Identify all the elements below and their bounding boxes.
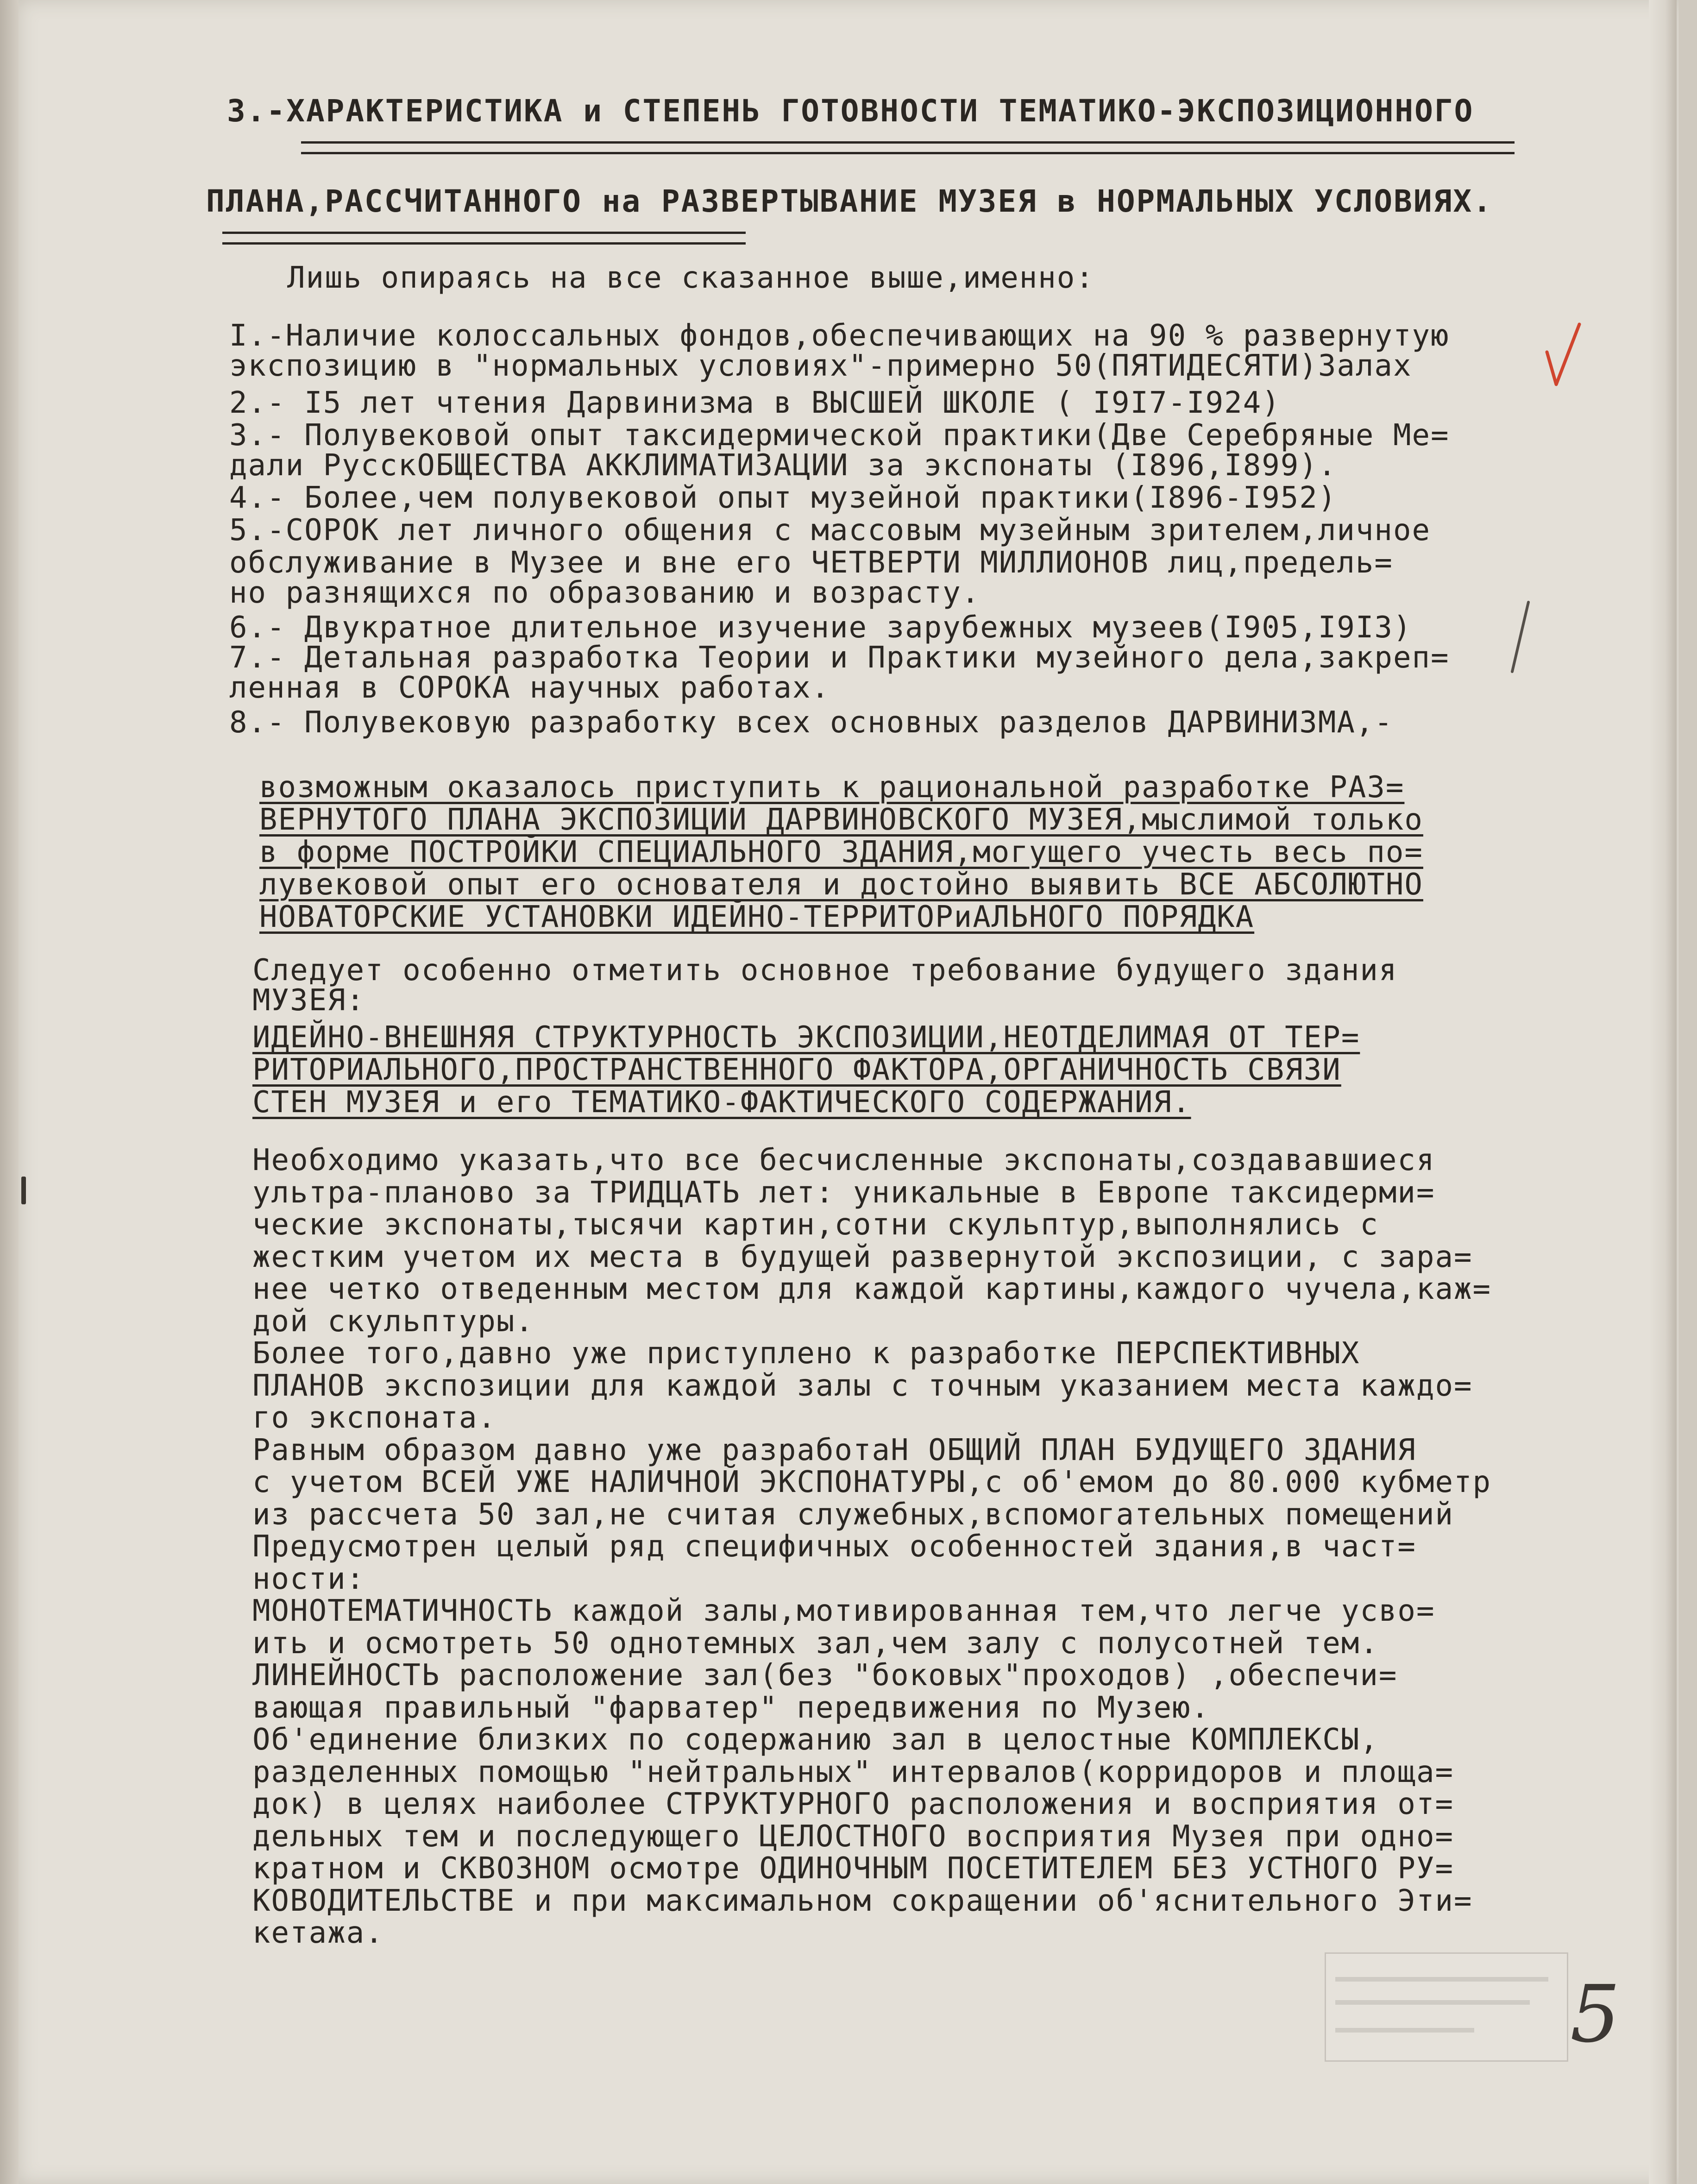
- body-line: кратном и СКВОЗНОМ осмотре ОДИНОЧНЫМ ПОСЕТИТЕЛЕМ БЕЗ УСТНОГО РУ=: [252, 1851, 1454, 1886]
- conclusion-line: ВЕРНУТОГО ПЛАНА ЭКСПОЗИЦИИ ДАРВИНОВСКОГО МУЗЕЯ,мыслимой только: [259, 803, 1423, 837]
- body-line: МОНОТЕМАТИЧНОСТЬ каждой залы,мотивированная тем,что легче усво=: [252, 1594, 1435, 1628]
- page-binding-edge: [0, 0, 19, 2184]
- conclusion-line: возможным оказалось приступить к рациональной разработке РАЗ=: [259, 770, 1405, 805]
- pencil-margin-mark: [1505, 598, 1533, 676]
- body-line: жестким учетом их места в будущей развернутой экспозиции, с зара=: [252, 1240, 1473, 1274]
- list-item-line: экспозицию в "нормальных условиях"-примерно 50(ПЯТИДЕСЯТИ)Залах: [229, 349, 1412, 383]
- conclusion-line: в форме ПОСТРОЙКИ СПЕЦИАЛЬНОГО ЗДАНИЯ,могущего учесть весь по=: [259, 835, 1423, 869]
- page-right-edge: [1649, 0, 1677, 2184]
- requirement-line: МУЗЕЯ:: [252, 983, 365, 1018]
- body-line: кетажа.: [252, 1916, 384, 1950]
- list-item-line: обслуживание в Музее и вне его ЧЕТВЕРТИ МИЛЛИОНОВ лиц,предель=: [229, 546, 1393, 580]
- body-line: Более того,давно уже приступлено к разработке ПЕРСПЕКТИВНЫХ: [252, 1336, 1360, 1371]
- body-line: КОВОДИТЕЛЬСТВЕ и при максимальном сокращении об'яснительного Эти=: [252, 1883, 1473, 1918]
- body-line: ультра-планово за ТРИДЦАТЬ лет: уникальные в Европе таксидерми=: [252, 1175, 1435, 1210]
- faded-archive-stamp: [1325, 1952, 1568, 2062]
- body-line: ить и осмотреть 50 однотемных зал,чем залу с полусотней тем.: [252, 1626, 1379, 1661]
- body-line: Равным образом давно уже разработаН ОБЩИЙ ПЛАН БУДУЩЕГО ЗДАНИЯ: [252, 1433, 1416, 1467]
- body-line: ческие экспонаты,тысячи картин,сотни скульптур,выполнялись с: [252, 1208, 1379, 1242]
- body-line: ПЛАНОВ экспозиции для каждой залы с точным указанием места каждо=: [252, 1368, 1473, 1403]
- body-line: вающая правильный "фарватер" передвижения по Музею.: [252, 1690, 1210, 1725]
- body-line: с учетом ВСЕЙ УЖЕ НАЛИЧНОЙ ЭКСПОНАТУРЫ,с об'емом до 80.000 кубметр: [252, 1465, 1492, 1499]
- list-item-line: 2.- I5 лет чтения Дарвинизма в ВЫСШЕЙ ШКОЛЕ ( I9I7-I924): [229, 386, 1281, 420]
- body-line: Необходимо указать,что все бесчисленные экспонаты,создававшиеся: [252, 1143, 1435, 1177]
- heading-double-rule-2: [222, 232, 746, 245]
- body-line: док) в целях наиболее СТРУКТУРНОГО расположения и восприятия от=: [252, 1787, 1454, 1821]
- requirement-line: ИДЕЙНО-ВНЕШНЯЯ СТРУКТУРНОСТЬ ЭКСПОЗИЦИИ,НЕОТДЕЛИМАЯ ОТ ТЕР=: [252, 1020, 1360, 1055]
- list-item-line: ленная в СОРОКА научных работах.: [229, 671, 830, 705]
- heading-double-rule-1: [301, 141, 1515, 154]
- body-line: дой скульптуры.: [252, 1304, 534, 1339]
- list-item-line: но разнящихся по образованию и возрасту.: [229, 576, 980, 610]
- list-item-line: 4.- Более,чем полувековой опыт музейной практики(I896-I952): [229, 481, 1337, 515]
- intro-text: Лишь опираясь на все сказанное выше,именно:: [287, 261, 1094, 295]
- body-line: нее четко отведенным местом для каждой картины,каждого чучела,каж=: [252, 1272, 1492, 1306]
- body-line: Об'единение близких по содержанию зал в целостные КОМПЛЕКСЫ,: [252, 1723, 1379, 1757]
- body-line: разделенных помощью "нейтральных" интервалов(корридоров и площа=: [252, 1755, 1454, 1789]
- body-line: го экспоната.: [252, 1401, 497, 1435]
- heading-line-2: ПЛАНА,РАССЧИТАННОГО на РАЗВЕРТЫВАНИЕ МУЗЕЯ в НОРМАЛЬНЫХ УСЛОВИЯХ.: [206, 183, 1493, 219]
- heading-line-1: 3.-ХАРАКТЕРИСТИКА и СТЕПЕНЬ ГОТОВНОСТИ ТЕМАТИКО-ЭКСПОЗИЦИОННОГО: [227, 93, 1474, 129]
- list-item-line: 5.-СОРОК лет личного общения с массовым музейным зрителем,личное: [229, 513, 1431, 548]
- body-line: дельных тем и последующего ЦЕЛОСТНОГО восприятия Музея при одно=: [252, 1819, 1454, 1854]
- list-item-line: 7.- Детальная разработка Теории и Практики музейного дела,закреп=: [229, 641, 1450, 675]
- body-line: ЛИНЕЙНОСТЬ расположение зал(без "боковых"проходов) ,обеспечи=: [252, 1658, 1398, 1693]
- list-item-line: 8.- Полувековую разработку всех основных разделов ДАРВИНИЗМА,-: [229, 705, 1393, 740]
- body-line: ности:: [252, 1561, 365, 1596]
- body-line: Предусмотрен целый ряд специфичных особенностей здания,в част=: [252, 1529, 1416, 1564]
- requirement-line: Следует особенно отметить основное требование будущего здания: [252, 953, 1398, 988]
- list-item-line: 3.- Полувековой опыт таксидермической практики(Две Серебряные Ме=: [229, 418, 1450, 453]
- body-line: из рассчета 50 зал,не считая служебных,вспомогательных помещений: [252, 1497, 1454, 1532]
- conclusion-line: НОВАТОРСКИЕ УСТАНОВКИ ИДЕЙНО-ТЕРРИТОРиАЛЬНОГО ПОРЯДКА: [259, 900, 1255, 934]
- list-item-line: дали РусскОБЩЕСТВА АККЛИМАТИЗАЦИИ за экспонаты (I896,I899).: [229, 448, 1337, 483]
- page-number: 5: [1570, 1969, 1621, 2060]
- red-check-mark: [1542, 320, 1584, 394]
- binder-mark: [21, 1177, 26, 1204]
- list-item-line: I.-Наличие колоссальных фондов,обеспечивающих на 90 % развернутую: [229, 319, 1450, 353]
- list-item-line: 6.- Двукратное длительное изучение зарубежных музеев(I905,I9I3): [229, 611, 1412, 645]
- requirement-line: СТЕН МУЗЕЯ и его ТЕМАТИКО-ФАКТИЧЕСКОГО СОДЕРЖАНИЯ.: [252, 1085, 1191, 1120]
- requirement-line: РИТОРИАЛЬНОГО,ПРОСТРАНСТВЕННОГО ФАКТОРА,ОРГАНИЧНОСТЬ СВЯЗИ: [252, 1053, 1341, 1087]
- conclusion-line: лувековой опыт его основателя и достойно выявить ВСЕ АБСОЛЮТНО: [259, 868, 1423, 902]
